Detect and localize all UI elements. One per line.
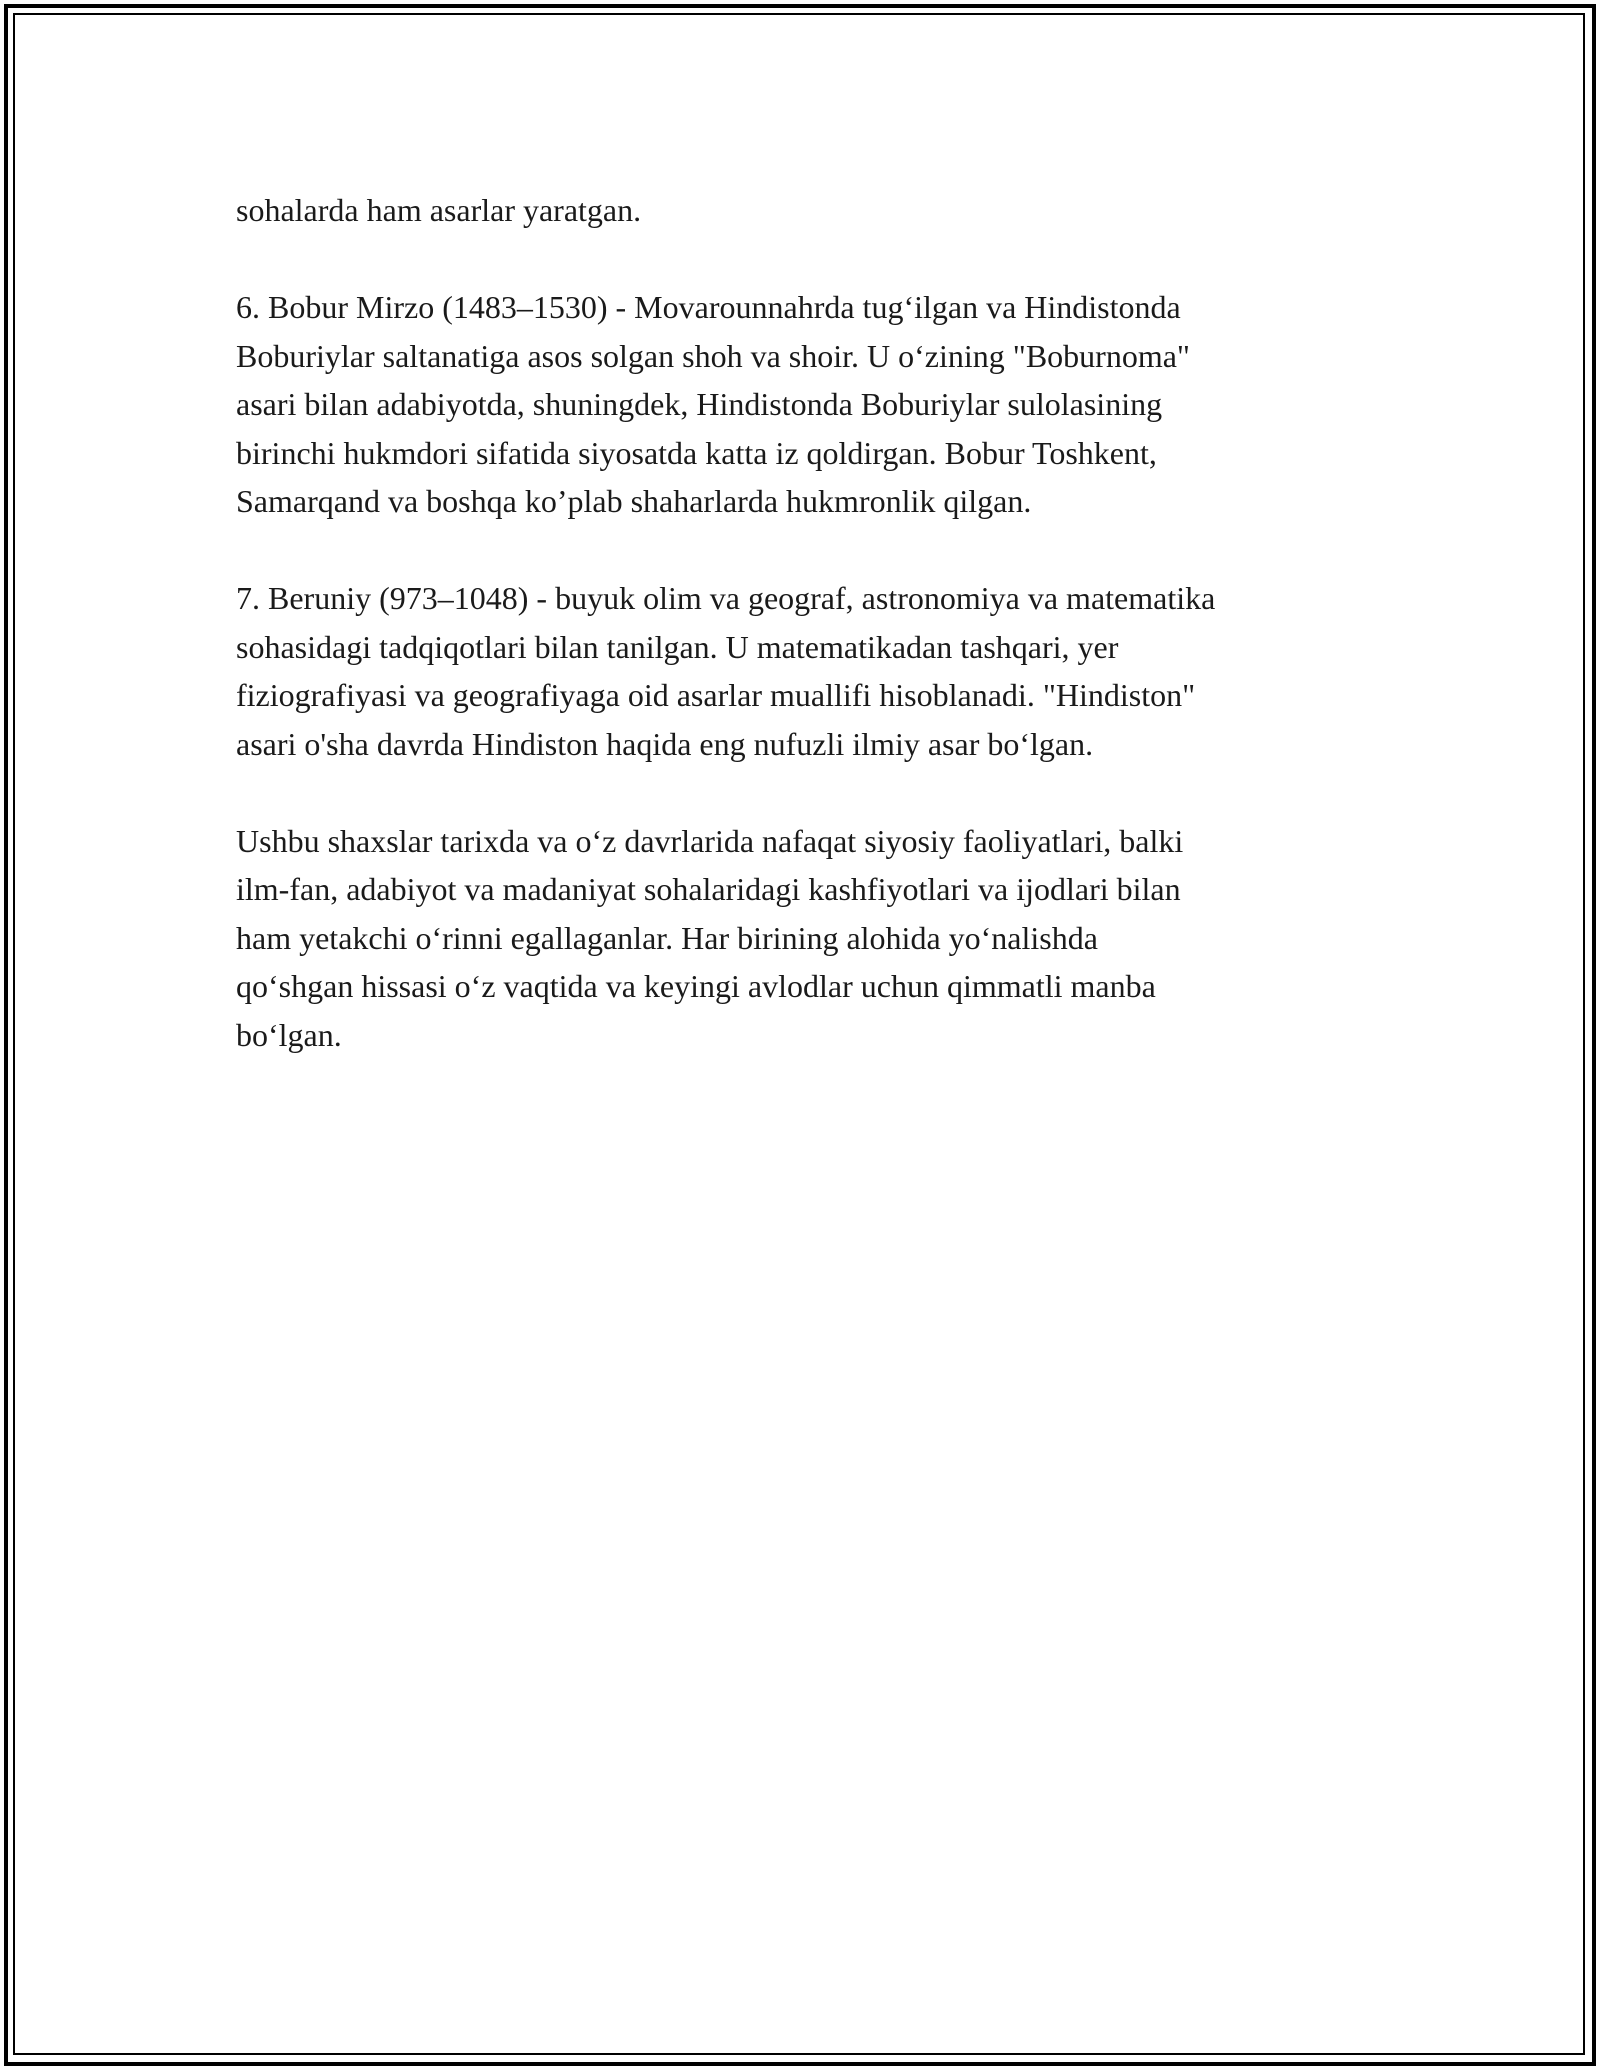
paragraph-beruniy: 7. Beruniy (973–1048) - buyuk olim va geograf, astronomiya va matematika sohasidagi tadqiqotlari bilan tanilgan. U matematikadan tashqari, yer fiziografiyasi va geografiyaga oid asarlar muallifi hisoblanadi. "Hindiston" asari o'sha davrda Hindiston haqida eng nufuzli ilmiy asar bo‘lgan.	[236, 580, 1216, 762]
paragraph-bobur-mirzo: 6. Bobur Mirzo (1483–1530) - Movarounnahrda tug‘ilgan va Hindistonda Boburiylar saltanatiga asos solgan shoh va shoir. U o‘zining "Boburnoma" asari bilan adabiyotda, shuningdek, Hindistonda Boburiylar sulolasining birinchi hukmdori sifatida siyosatda katta iz qoldirgan. Bobur Toshkent, Samarqand va boshqa ko’plab shaharlarda hukmronlik qilgan.	[236, 289, 1190, 519]
paragraph-continuation: sohalarda ham asarlar yaratgan.	[236, 192, 642, 228]
paragraph-conclusion: Ushbu shaxslar tarixda va o‘z davrlarida nafaqat siyosiy faoliyatlari, balki ilm-fan, adabiyot va madaniyat sohalaridagi kashfiyotlari va ijodlari bilan ham yetakchi o‘rinni egallaganlar. Har birining alohida yo‘nalishda qo‘shgan hissasi o‘z vaqtida va keyingi avlodlar uchun qimmatli manba bo‘lgan.	[236, 822, 1184, 1053]
document-body	[236, 186, 1376, 1108]
